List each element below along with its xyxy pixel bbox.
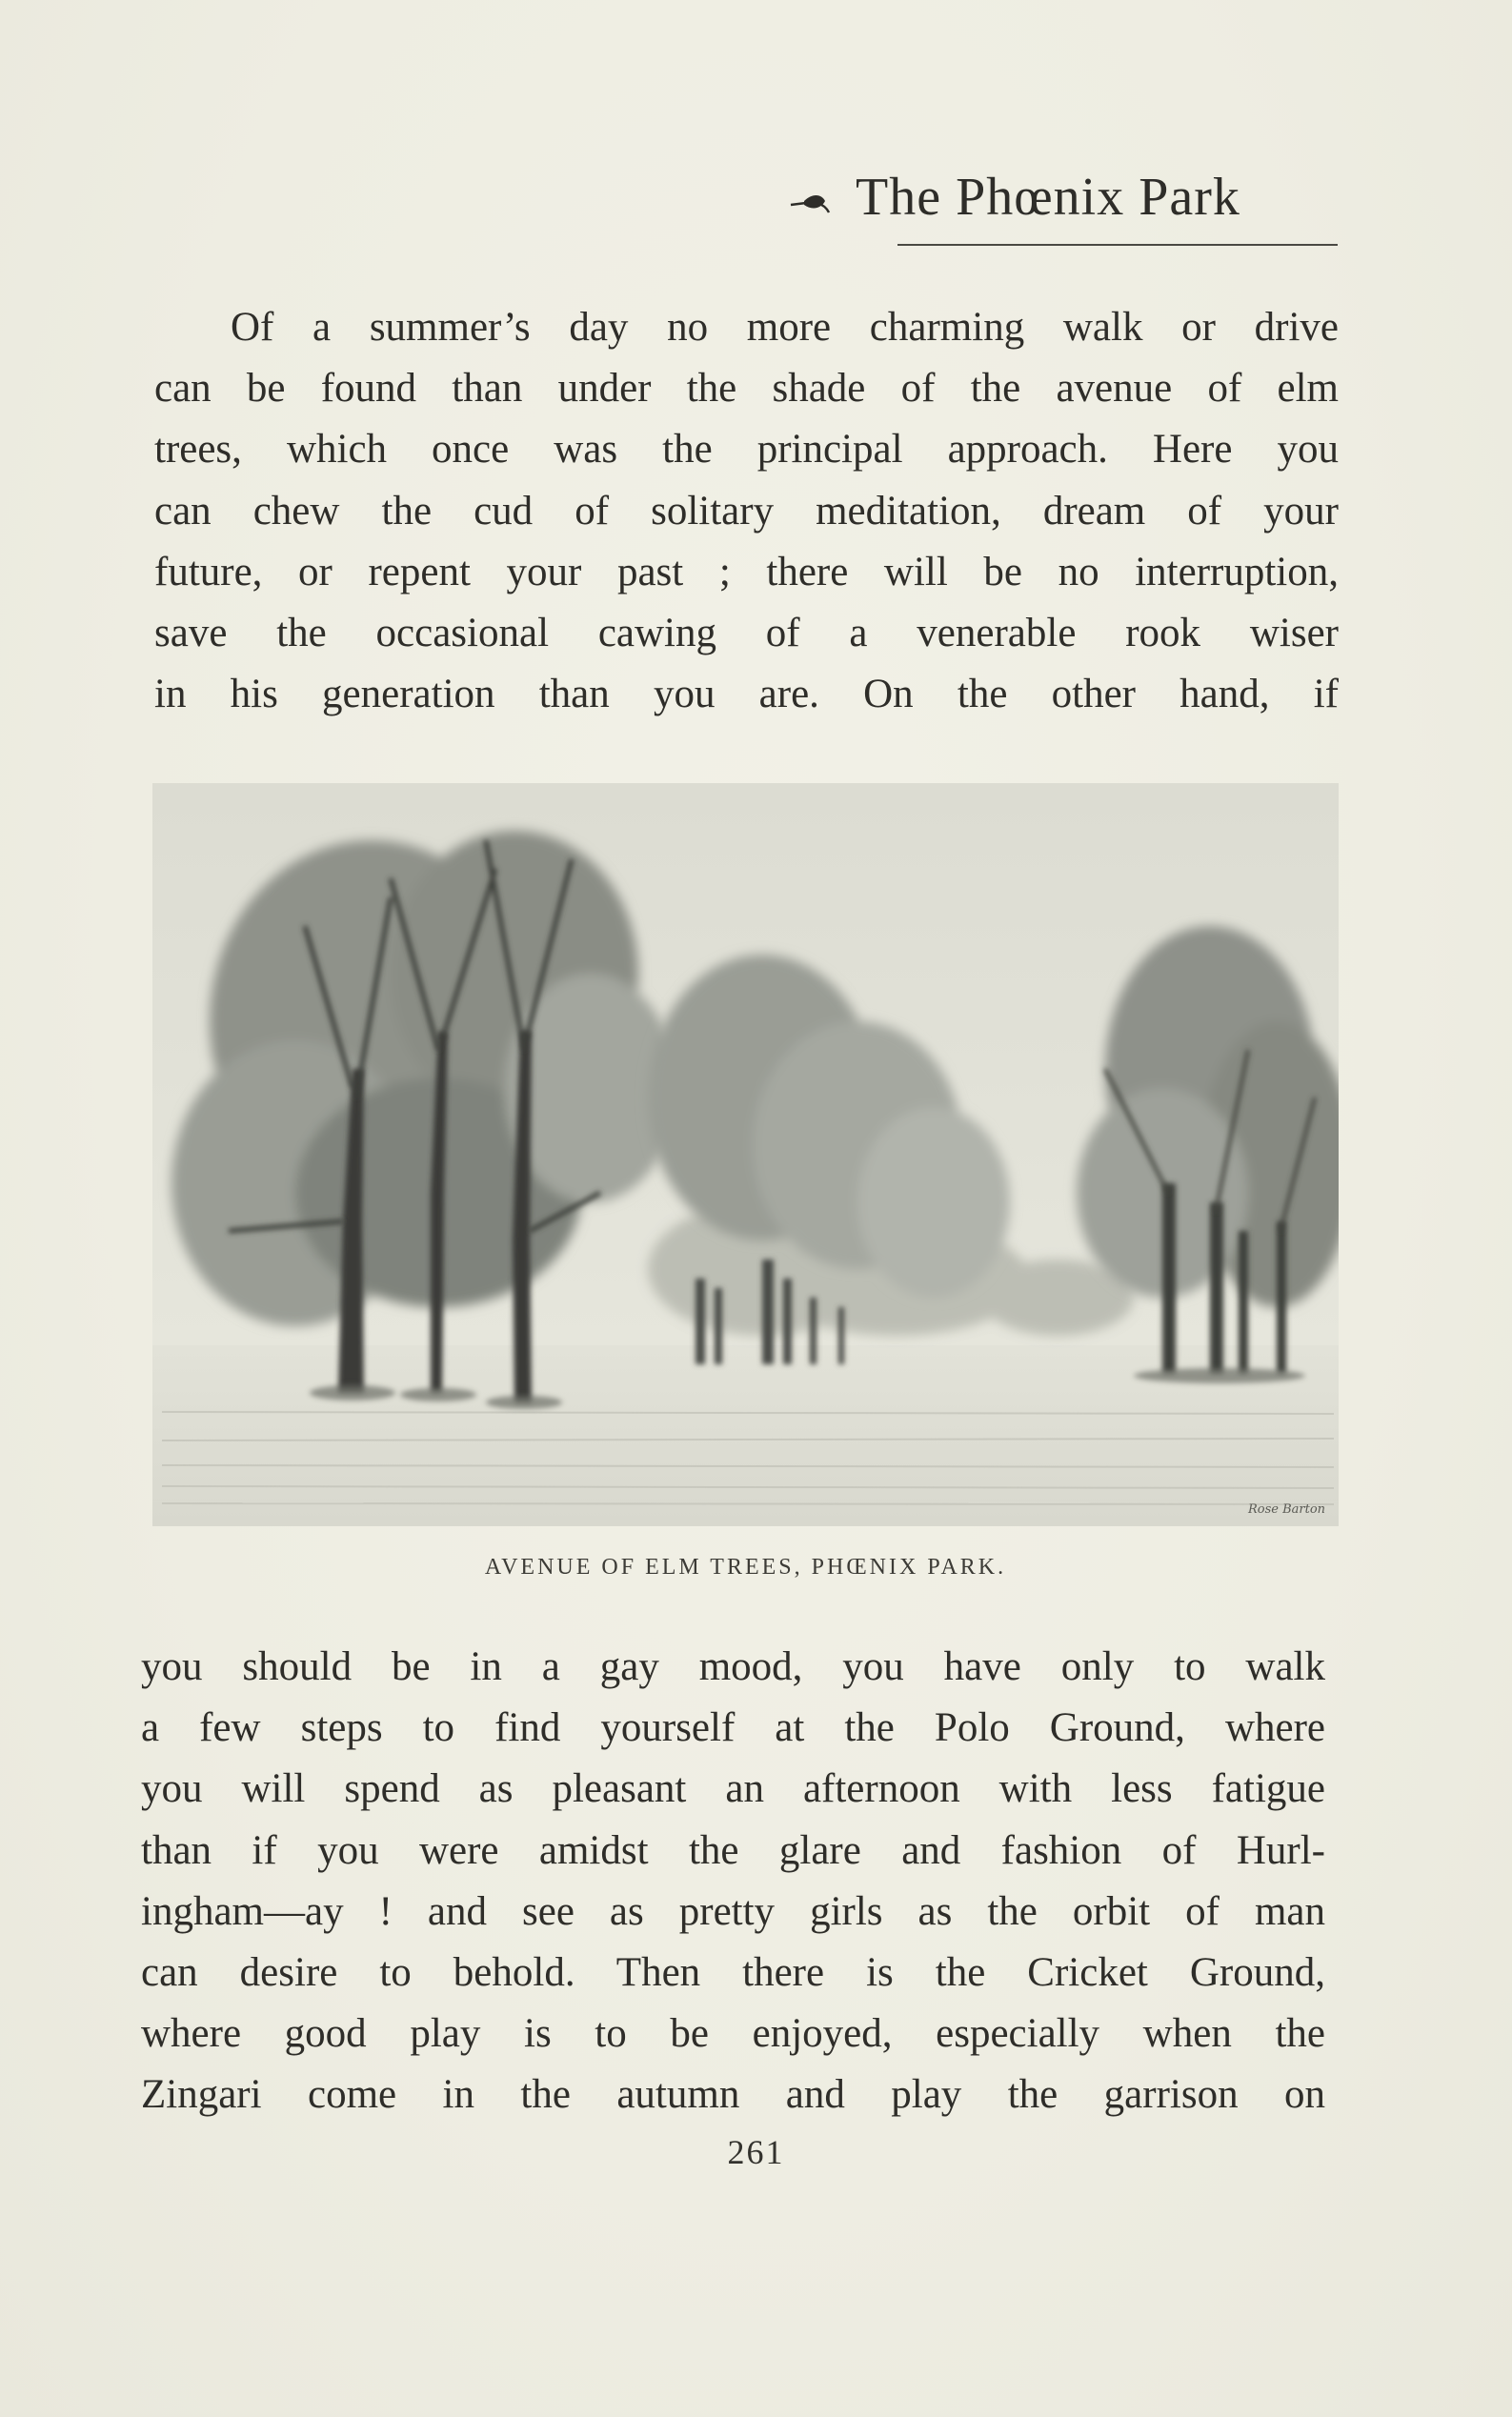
text-line: you should be in a gay mood, you have only to walk (141, 1644, 1325, 1689)
elm-trees-painting (152, 783, 1339, 1526)
text-line: future, or repent your past ; there will be no interruption, (154, 549, 1339, 594)
text-line: Of a summer’s day no more charming walk or drive (231, 305, 1339, 350)
fleuron-icon (789, 190, 837, 218)
running-head-rule (897, 244, 1338, 246)
text-line: where good play is to be enjoyed, especially when the (141, 2011, 1325, 2057)
illustration-elm-avenue (152, 783, 1339, 1526)
text-line: you will spend as pleasant an afternoon with less fatigue (141, 1766, 1325, 1812)
text-line: can chew the cud of solitary meditation, dream of your (154, 488, 1339, 534)
text-line: in his generation than you are. On the other hand, if (154, 672, 1339, 717)
running-head-title: The Phœnix Park (856, 168, 1240, 227)
text-line: save the occasional cawing of a venerable rook wiser (154, 610, 1339, 655)
illustration-caption: AVENUE OF ELM TREES, PHŒNIX PARK. (484, 1555, 1007, 1580)
page-number: 261 (727, 2133, 785, 2171)
paragraph-bottom (141, 1637, 1325, 2126)
paragraph-top (154, 297, 1339, 725)
text-line: Zingari come in the autumn and play the garrison on (141, 2072, 1325, 2118)
running-head (789, 167, 1240, 228)
text-line: trees, which once was the principal approach. Here you (154, 427, 1339, 473)
text-line: can be found than under the shade of the avenue of elm (154, 366, 1339, 412)
artist-signature: Rose Barton (1248, 1502, 1326, 1517)
text-line: than if you were amidst the glare and fashion of Hurl- (141, 1827, 1325, 1873)
text-line: a few steps to find yourself at the Polo Ground, where (141, 1705, 1325, 1751)
text-line: can desire to behold. Then there is the Cricket Ground, (141, 1949, 1325, 1995)
text-line: ingham—ay ! and see as pretty girls as the orbit of man (141, 1888, 1325, 1934)
